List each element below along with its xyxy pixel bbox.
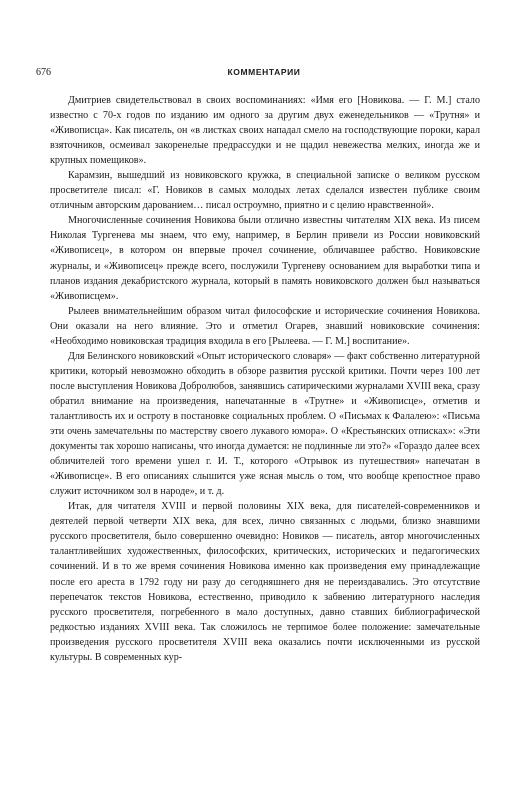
main-text bbox=[50, 93, 480, 665]
running-head: КОММЕНТАРИИ bbox=[227, 67, 301, 77]
page-header bbox=[36, 67, 492, 81]
paragraph: Карамзин, вышедший из новиковского кружка, в специальной записке о великом русском просветителе писал: «Г. Новиков в самых молодых летах сделался известен публике своим отличным авторским дарованием… писал остроумно, приятно и с целию нравственной». bbox=[50, 170, 480, 212]
paragraph: Для Белинского новиковский «Опыт исторического словаря» — факт собственно литературной критики, который невозможно обходить в обзоре развития русской критики. Почти через 100 лет после выступления Новикова Добролюбов, занявшись сатирическими журналами XVIII века, сразу обратил внимание на произведения, напечатанные в «Трутне» и «Живописце», отметив и талантливость их и остроту в постановке социальных проблем. О «Письмах к Фалалею»: «Письма эти очень замечательны по мастерству своего лукавого юмора». О «Крестьянских отписках»: «Эти документы так хорошо написаны, что иногда думается: не подлинные ли это?» «Гораздо далее всех обличителей того времени ушел г. И. Т., которого «Отрывок из путешествия» напечатан в «Живописце». В его описаниях слышится уже ясная мысль о том, что вообще крепостное право служит источником зол в народе», и т. д. bbox=[50, 350, 480, 498]
paragraph: Дмитриев свидетельствовал в своих воспоминаниях: «Имя его [Новикова. — Г. М.] стало известно с 70-х годов по изданию им одного за другим двух еженедельников — «Трутня» и «Живописца». Как писатель, он «в листках своих нападал смело на господствующие пороки, карал взяточников, осмеивал закоренелые предрассудки и не щадил невежества мелких, иногда же и крупных помещиков». bbox=[50, 95, 480, 167]
paragraph: Рылеев внимательнейшим образом читал философские и исторические сочинения Новикова. Они оказали на него влияние. Это и отметил Огарев, знавший новиковские сочинения: «Необходимо новиковская традиция входила в его [Рылеева. — Г. М.] воспитание». bbox=[50, 305, 480, 347]
page-number: 676 bbox=[36, 67, 51, 78]
paragraph: Итак, для читателя XVIII и первой половины XIX века, для писателей-современников и деятелей первой четверти XIX века, для всех, лично связанных с людьми, близко знавшими русского просветителя, было совершенно очевидно: Новиков — писатель, автор многочисленных талантливейших художественных, философских, критических, исторических и педагогических сочинений. И в то же время сочинения Новикова именно как произведения ему принадлежащие после его ареста в 1792 году ни разу до сегодняшнего дня не переиздавались. Это отсутствие перепечаток текстов Новикова, естественно, приводило к забвению литературного наследия русского просветителя, погребенного в мало доступных, давно ставших библиографической редкостью изданиях XVIII века. Так сложилось не терпимое более положение: замечательные произведения русского просветителя XVIII века оказались почти исключенными из русской культуры. В современных кур- bbox=[50, 501, 480, 663]
paragraph: Многочисленные сочинения Новикова были отлично известны читателям XIX века. Из писем Николая Тургенева мы знаем, что ему, например, в Берлин привели из России новиковский «Живописец», в котором он впервые прочел сочинение, обличавшее рабство. Новиковские журналы, и «Живописец» прежде всего, послужили Тургеневу основанием для выработки типа и планов издания декабристского журнала, который в память новиковского должен был называться «Живописцем». bbox=[50, 215, 480, 302]
